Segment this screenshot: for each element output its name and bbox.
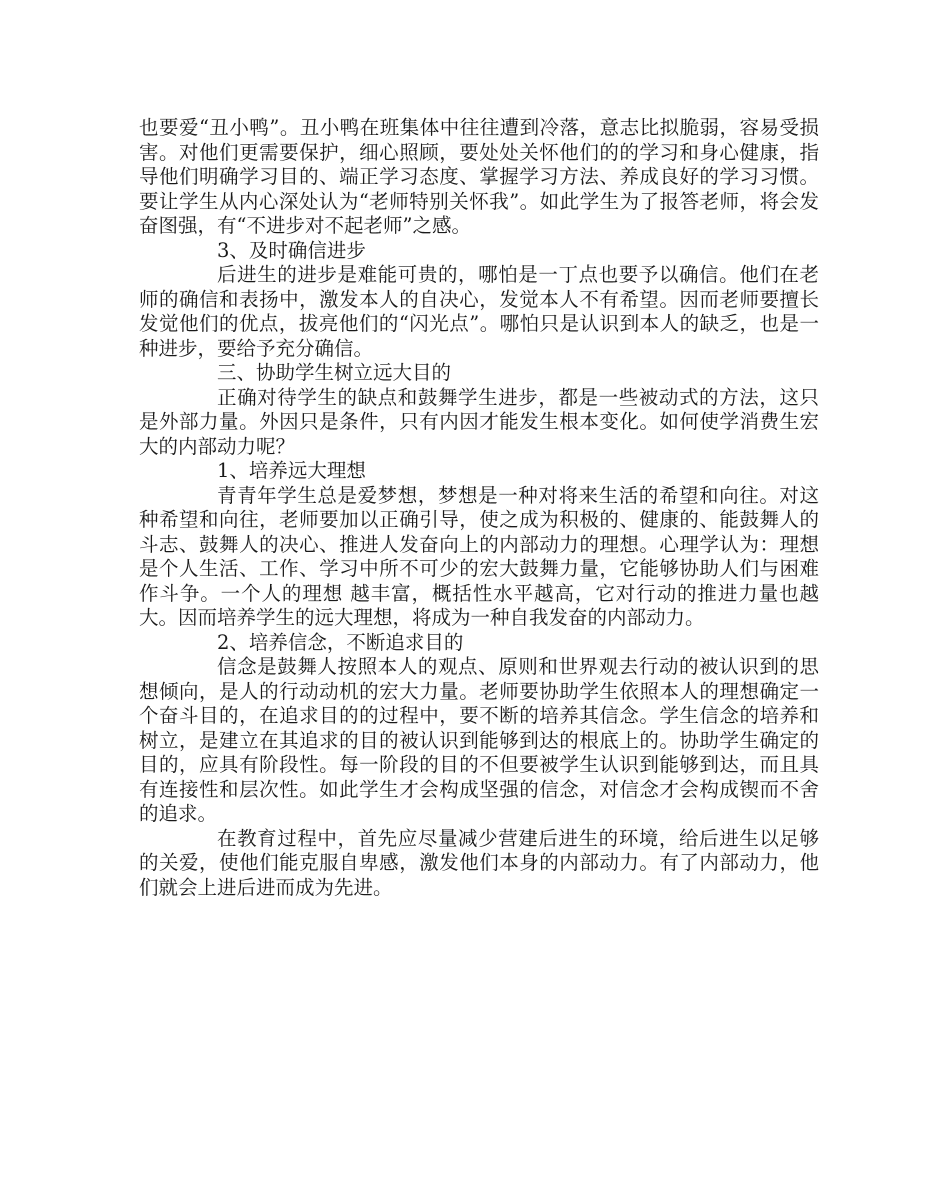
paragraph-ugly-duckling: 也要爱“丑小鸭”。丑小鸭在班集体中往往遭到冷落，意志比拟脆弱，容易受损害。对他们更需要保护，细心照顾，要处处关怀他们的的学习和身心健康，指导他们明确学习目的、端正学习态度、掌握学习方法、养成良好的学习习惯。要让学生从内心深处认为“老师特别关怀我”。如此学生为了报答老师，将会发奋图强，有“不进步对不起老师”之感。 [139, 116, 819, 237]
paragraph-cultivate-ideals: 青青年学生总是爱梦想，梦想是一种对将来生活的希望和向往。对这种希望和向往，老师要加以正确引导，使之成为积极的、健康的、能鼓舞人的斗志、鼓舞人的决心、推进人发奋向上的内部动力的理想。心理学认为：理想是个人生活、工作、学习中所不可少的宏大鼓舞力量，它能够协助人们与困难作斗争。一个人的理想 越丰富，概括性水平越高，它对行动的推进力量也越大。因而培养学生的远大理想，将成为一种自我发奋的内部动力。 [139, 483, 819, 629]
heading-cultivate-beliefs: 2、培养信念，不断追求目的 [217, 630, 464, 654]
heading-cultivate-ideals: 1、培养远大理想 [217, 459, 366, 482]
paragraph-internal-motivation: 正确对待学生的缺点和鼓舞学生进步，都是一些被动式的方法，这只是外部力量。外因只是条件，只有内因才能发生根本变化。如何使学消费生宏大的内部动力呢？ [139, 385, 819, 458]
heading-affirm-progress: 3、及时确信进步 [217, 238, 366, 262]
heading-section-three: 三、协助学生树立远大目的 [217, 361, 452, 384]
paragraph-conclusion: 在教育过程中，首先应尽量减少营建后进生的环境，给后进生以足够的关爱，使他们能克服自卑感，激发他们本身的内部动力。有了内部动力，他们就会上进后进而成为先进。 [139, 826, 819, 899]
document-body [139, 116, 819, 900]
paragraph-cultivate-beliefs: 信念是鼓舞人按照本人的观点、原则和世界观去行动的被认识到的思想倾向，是人的行动动机的宏大力量。老师要协助学生依照本人的理想确定一个奋斗目的，在追求目的的过程中，要不断的培养其信念。学生信念的培养和树立，是建立在其追求的目的被认识到能够到达的根底上的。协助学生确定的目的，应具有阶段性。每一阶段的目的不但要被学生认识到能够到达，而且具有连接性和层次性。如此学生才会构成坚强的信念，对信念才会构成锲而不舍的追求。 [139, 655, 819, 825]
paragraph-affirm-progress: 后进生的进步是难能可贵的，哪怕是一丁点也要予以确信。他们在老师的确信和表扬中，激发本人的自决心，发觉本人不有希望。因而老师要擅长发觉他们的优点，拔亮他们的“闪光点”。哪怕只是认识到本人的缺乏，也是一种进步，要给予充分确信。 [139, 263, 819, 360]
